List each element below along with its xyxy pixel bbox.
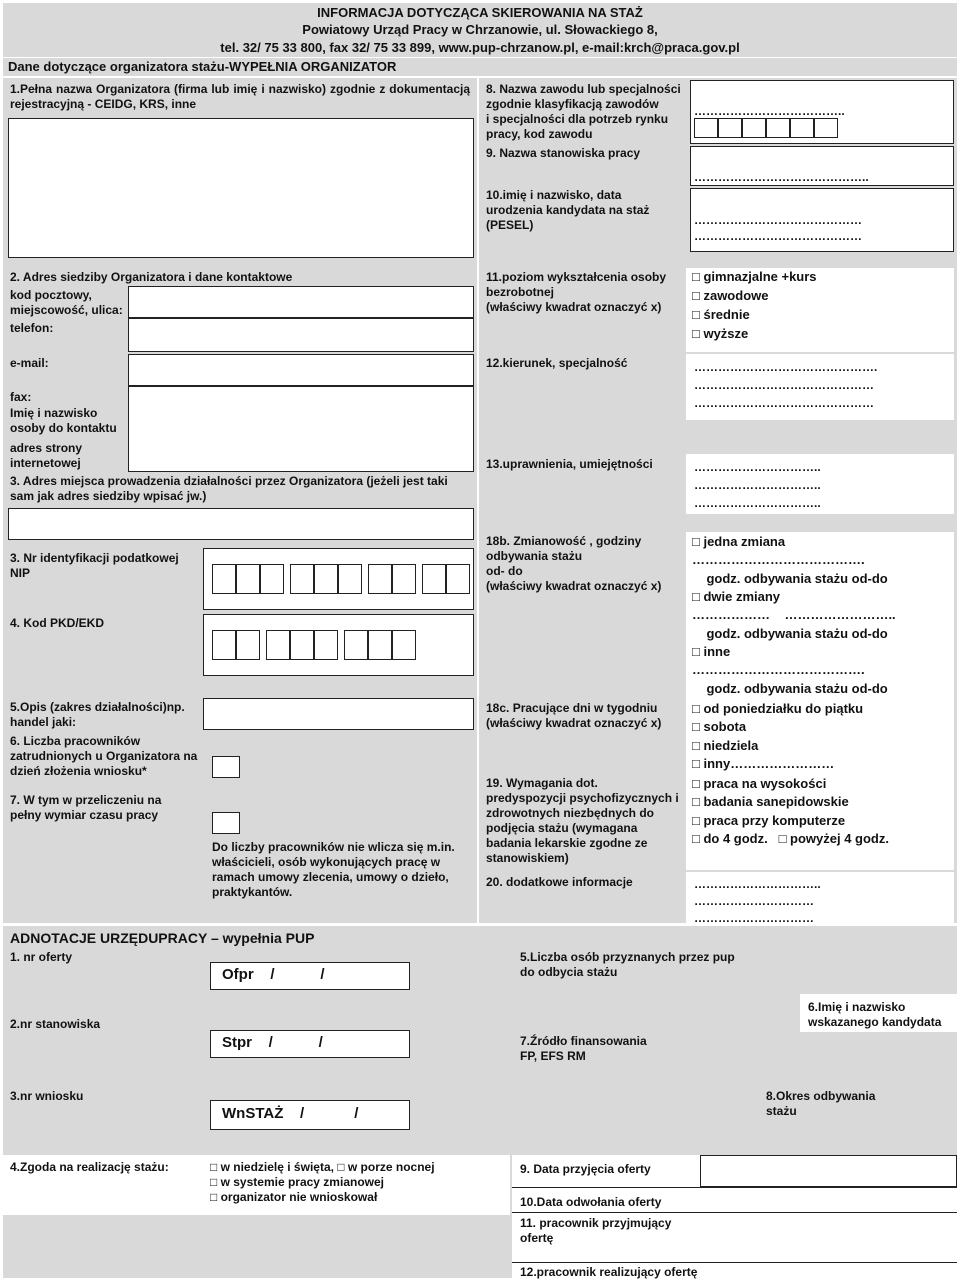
field-10-dots: …………………………………… …………………………………… — [694, 213, 862, 243]
occupation-code-boxes[interactable] — [694, 118, 838, 138]
field-13-label: 13.uprawnienia, umiejętności — [486, 457, 653, 471]
field-2-fax-label: fax: — [10, 390, 32, 404]
office-r8-label: 8.Okres odbywania stażu — [766, 1089, 876, 1118]
office-2-value: Stpr / / — [222, 1034, 323, 1051]
office-r9-input[interactable] — [700, 1155, 957, 1187]
field-12-label: 12.kierunek, specjalność — [486, 356, 628, 370]
field-11-options[interactable] — [686, 268, 954, 352]
field-8-dots: ……………………………….. — [694, 104, 845, 118]
header-title: INFORMACJA DOTYCZĄCA SKIEROWANIA NA STAŻ — [317, 5, 643, 20]
field-12-dots: ………………………………………. ……………………………………… ……………………………………… — [694, 360, 878, 410]
field-7-label: 7. W tym w przeliczeniu na pełny wymiar czasu pracy — [10, 793, 162, 822]
field-18b-label: 18b. Zmianowość , godziny odbywania stażu od- do (właściwy kwadrat oznaczyć x) — [486, 534, 662, 593]
office-r12-label: 12.pracownik realizujący ofertę — [520, 1265, 698, 1279]
office-r9-label: 9. Data przyjęcia oferty — [520, 1162, 651, 1176]
field-2-fax-input[interactable] — [128, 386, 474, 472]
field-2-kod-input[interactable] — [128, 286, 474, 318]
field-2-tel-label: telefon: — [10, 321, 54, 335]
field-20-dots: ………………………….. ………………………… ………………………… — [694, 877, 821, 925]
office-r10-label: 10.Data odwołania oferty — [520, 1195, 662, 1209]
office-r11-label: 11. pracownik przyjmujący ofertę — [520, 1216, 672, 1245]
option-dwie-zmiany[interactable]: □ dwie zmiany — [692, 589, 781, 604]
office-r9-divider — [512, 1187, 957, 1188]
field-8-label: 8. Nazwa zawodu lub specjalności zgodnie klasyfikacją zawodów i specjalności dla potrzeb rynku pracy, kod zawodu — [486, 82, 681, 141]
option-inne[interactable]: □ inne — [692, 644, 731, 659]
field-20-label: 20. dodatkowe informacje — [486, 875, 633, 889]
section-title: Dane dotyczące organizatora stażu-WYPEŁNIA ORGANIZATOR — [8, 59, 397, 74]
office-r11-divider — [512, 1262, 957, 1263]
field-11-label: 11.poziom wykształcenia osoby bezrobotnej (właściwy kwadrat oznaczyć x) — [486, 270, 667, 314]
office-title: ADNOTACJE URZĘDUPRACY – wypełnia PUP — [10, 930, 315, 946]
shift2-hours: godz. odbywania stażu od-do — [692, 626, 888, 641]
field-2-email-input[interactable] — [128, 354, 474, 386]
office-1-label: 1. nr oferty — [10, 950, 73, 964]
header-address: Powiatowy Urząd Pracy w Chrzanowie, ul. Słowackiego 8, — [302, 22, 658, 37]
field-5-input[interactable] — [203, 698, 474, 730]
office-3-label: 3.nr wniosku — [10, 1089, 84, 1103]
option-sanepid[interactable]: □ badania sanepidowskie — [692, 794, 849, 809]
field-1-input[interactable] — [8, 118, 474, 258]
office-r6-label: 6.Imię i nazwisko wskazanego kandydata — [808, 1000, 942, 1029]
shift3-dots: …………………………………. — [692, 662, 865, 677]
field-3a-input[interactable] — [8, 508, 474, 540]
field-3a-label: 3. Adres miejsca prowadzenia działalności przez Organizatora (jeżeli jest taki sam jak adres siedziby wpisać jw.) — [10, 474, 448, 503]
field-2-www-label: adres strony internetowej — [10, 441, 83, 470]
office-r10-divider — [512, 1212, 957, 1213]
field-6-label: 6. Liczba pracowników zatrudnionych u Organizatora na dzień złożenia wniosku* — [10, 734, 198, 778]
field-19-label: 19. Wymagania dot. predyspozycji psychofizycznych i zdrowotnych niezbędnych do podjęcia stażu (wymagana badania lekarskie zgodne ze stanowiskiem) — [486, 776, 679, 865]
field-2-contact-label: Imię i nazwisko osoby do kontaktu — [10, 406, 117, 435]
field-3-nip-label: 3. Nr identyfikacji podatkowej NIP — [10, 551, 179, 580]
shift2-dots: ……………… …………………….. — [692, 607, 896, 622]
shift1-hours: godz. odbywania stażu od-do — [692, 571, 888, 586]
office-r5-label: 5.Liczba osób przyznanych przez pup do odbycia stażu — [520, 950, 735, 979]
field-9-label: 9. Nazwa stanowiska pracy — [486, 146, 641, 160]
shift1-dots: …………………………………. — [692, 552, 865, 567]
option-wysokosc[interactable]: □ praca na wysokości — [692, 776, 827, 791]
field-10-label: 10.imię i nazwisko, data urodzenia kandydata na staż (PESEL) — [486, 188, 650, 232]
office-3-value: WnSTAŻ / / — [222, 1105, 359, 1122]
office-4-label: 4.Zgoda na realizację stażu: — [10, 1160, 169, 1174]
field-5-label: 5.Opis (zakres działalności)np. handel jaki: — [10, 700, 185, 729]
shift3-hours: godz. odbywania stażu od-do — [692, 681, 888, 696]
header-contact: tel. 32/ 75 33 800, fax 32/ 75 33 899, www.pup-chrzanow.pl, e-mail:krch@praca.gov.pl — [220, 40, 740, 55]
field-18c-label: 18c. Pracujące dni w tygodniu (właściwy kwadrat oznaczyć x) — [486, 701, 662, 730]
nip-digit-boxes[interactable] — [212, 564, 470, 594]
option-sobota[interactable]: □ sobota — [692, 719, 747, 734]
field-9-dots: …………………………………….. — [694, 170, 869, 184]
field-2-label: 2. Adres siedziby Organizatora i dane kontaktowe — [10, 270, 293, 284]
option-pon-pt[interactable]: □ od poniedziałku do piątku — [692, 701, 864, 716]
office-1-value: Ofpr / / — [222, 966, 325, 983]
field-1-label: 1.Pełna nazwa Organizatora (firma lub imię i nazwisko) zgodnie z dokumentacją rejestracyjną - CEIDG, KRS, inne — [10, 82, 470, 111]
office-r7-label: 7.Źródło finansowania FP, EFS RM — [520, 1034, 647, 1063]
field-6-box[interactable] — [212, 756, 240, 778]
option-komputer[interactable]: □ praca przy komputerze — [692, 813, 846, 828]
option-niedziela[interactable]: □ niedziela — [692, 738, 759, 753]
option-srednie[interactable]: □ średnie — [692, 307, 750, 322]
option-inny[interactable]: □ inny…………………… — [692, 756, 835, 771]
field-2-email-label: e-mail: — [10, 356, 49, 370]
option-jedna-zmiana[interactable]: □ jedna zmiana — [692, 534, 786, 549]
option-godziny[interactable]: □ do 4 godz. □ powyżej 4 godz. — [692, 831, 889, 846]
office-2-label: 2.nr stanowiska — [10, 1017, 101, 1031]
field-2-tel-input[interactable] — [128, 318, 474, 352]
option-wyzsze[interactable]: □ wyższe — [692, 326, 749, 341]
employee-count-note: Do liczby pracowników nie wlicza się m.in. właścicieli, osób wykonujących pracę w ramach umowy zlecenia, umowy o dzieło, praktykantów. — [212, 840, 455, 899]
office-4-options[interactable]: □ w niedzielę i święta, □ w porze nocnej □ w systemie pracy zmianowej □ organizator nie wnioskował — [210, 1160, 435, 1204]
option-zawodowe[interactable]: □ zawodowe — [692, 288, 769, 303]
pkd-code-boxes[interactable] — [212, 630, 416, 660]
field-2-kod-label: kod pocztowy, miejscowość, ulica: — [10, 288, 123, 317]
option-gimnazjalne[interactable]: □ gimnazjalne +kurs — [692, 269, 817, 284]
field-7-box[interactable] — [212, 812, 240, 834]
field-13-dots: ………………………….. ………………………….. ………………………….. — [694, 460, 821, 510]
field-4-pkd-label: 4. Kod PKD/EKD — [10, 616, 105, 630]
